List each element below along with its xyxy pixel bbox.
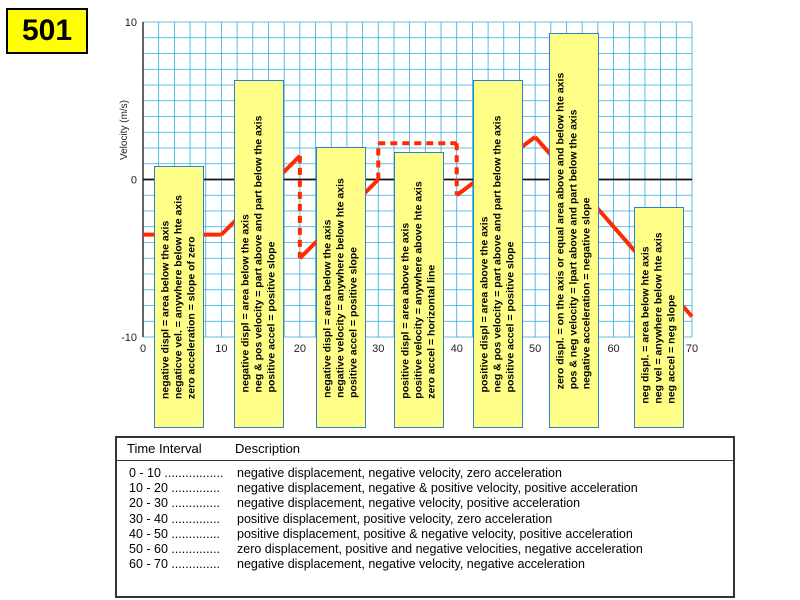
y-tick-label: -10 bbox=[121, 332, 137, 344]
x-tick-label: 70 bbox=[685, 343, 699, 355]
x-tick-label: 60 bbox=[607, 343, 620, 355]
annotation-line: zero displ. = on the axis or equal area above and below hte axis bbox=[554, 72, 567, 389]
annotation-line: positive velocity = anywhere above hte axis bbox=[412, 181, 425, 399]
annotation-note bbox=[154, 166, 204, 428]
annotation-note bbox=[234, 80, 284, 428]
annotation-note bbox=[316, 147, 366, 428]
legend-row-interval: 20 - 30 .............. bbox=[129, 496, 221, 511]
annotation-line: neg vel = anywhere below hte axis bbox=[652, 231, 665, 404]
annotation-note bbox=[549, 33, 599, 428]
annotation-line: positive accel = positive slope bbox=[265, 241, 278, 393]
y-tick-label: 10 bbox=[124, 17, 137, 29]
annotation-line: negative displ = area below the axis bbox=[239, 214, 252, 393]
annotation-note bbox=[634, 207, 684, 428]
annotation-line: negative displ = area below the axis bbox=[321, 219, 334, 398]
annotation-line: positive accel = positive slope bbox=[504, 241, 517, 393]
legend-row-interval: 60 - 70 .............. bbox=[129, 557, 221, 572]
legend-header-description: Description bbox=[235, 441, 301, 456]
annotation-line: negative acceleration = negative slope bbox=[580, 197, 593, 389]
legend-row bbox=[129, 466, 562, 481]
legend-row bbox=[129, 527, 633, 542]
slide-number-badge: 501 bbox=[6, 8, 88, 54]
legend-row-description: negative displacement, negative velocity, positive acceleration bbox=[237, 496, 581, 511]
x-tick-label: 0 bbox=[139, 343, 147, 355]
annotation-line: neg & pos velocity = part above and part below the axis bbox=[252, 115, 265, 393]
legend-row-description: zero displacement, positive and negative velocities, negative acceleration bbox=[237, 542, 643, 556]
annotation-line: positive displ = area above the axis bbox=[399, 222, 412, 399]
annotation-note bbox=[473, 80, 523, 428]
legend-row bbox=[129, 557, 585, 572]
annotation-line: zero acceleration = slope of zero bbox=[185, 236, 198, 399]
annotation-line: negative displ = area below the axis bbox=[159, 220, 172, 399]
legend-row-interval: 10 - 20 .............. bbox=[129, 481, 221, 496]
legend-row-description: negative displacement, negative velocity, negative acceleration bbox=[237, 557, 585, 572]
legend-row-description: negative displacement, negative velocity, zero acceleration bbox=[237, 466, 562, 480]
x-tick-label: 50 bbox=[529, 343, 542, 355]
y-axis-label: Velocity (m/s) bbox=[119, 99, 130, 161]
annotation-line: negaticve vel. = anywhere below hte axis bbox=[172, 195, 185, 399]
legend-row-interval: 50 - 60 .............. bbox=[129, 542, 221, 556]
annotation-line: positive displ = area above the axis bbox=[478, 216, 491, 393]
x-tick-label: 40 bbox=[450, 343, 463, 355]
legend-row-interval: 30 - 40 .............. bbox=[129, 511, 221, 526]
legend-row bbox=[129, 481, 638, 496]
legend-row-description: positive displacement, positive velocity, zero acceleration bbox=[237, 511, 553, 526]
legend-row bbox=[129, 496, 580, 511]
legend-row-description: negative displacement, negative & positive velocity, positive acceleration bbox=[237, 481, 638, 496]
annotation-line: positive accel = positive slope bbox=[347, 246, 360, 398]
annotation-line: neg displ. = area below hte axis bbox=[639, 245, 652, 404]
annotation-line: negative velocity = anywhere below hte axis bbox=[334, 177, 347, 398]
legend-row bbox=[129, 512, 552, 527]
legend-row bbox=[129, 542, 643, 557]
annotation-line: neg accel = neg slope bbox=[665, 294, 678, 404]
annotation-line: zero accel = horizontal line bbox=[425, 264, 438, 399]
annotation-line: pos & neg velocity = lpart above and part below the axis bbox=[567, 108, 580, 389]
legend-row-interval: 0 - 10 ................. bbox=[129, 466, 224, 480]
legend-row-description: positive displacement, positive & negative velocity, positive acceleration bbox=[237, 526, 633, 541]
y-tick-label: 0 bbox=[130, 174, 137, 187]
legend-header-interval: Time Interval bbox=[127, 441, 202, 456]
x-tick-label: 10 bbox=[215, 343, 228, 355]
x-tick-label: 20 bbox=[293, 343, 306, 355]
legend-header bbox=[117, 438, 733, 461]
legend-row-interval: 40 - 50 .............. bbox=[129, 526, 221, 541]
x-tick-label: 30 bbox=[372, 343, 385, 355]
annotation-note bbox=[394, 152, 444, 428]
annotation-line: neg & pos velocity = part above and part below the axis bbox=[491, 115, 504, 393]
legend-table bbox=[115, 436, 735, 598]
